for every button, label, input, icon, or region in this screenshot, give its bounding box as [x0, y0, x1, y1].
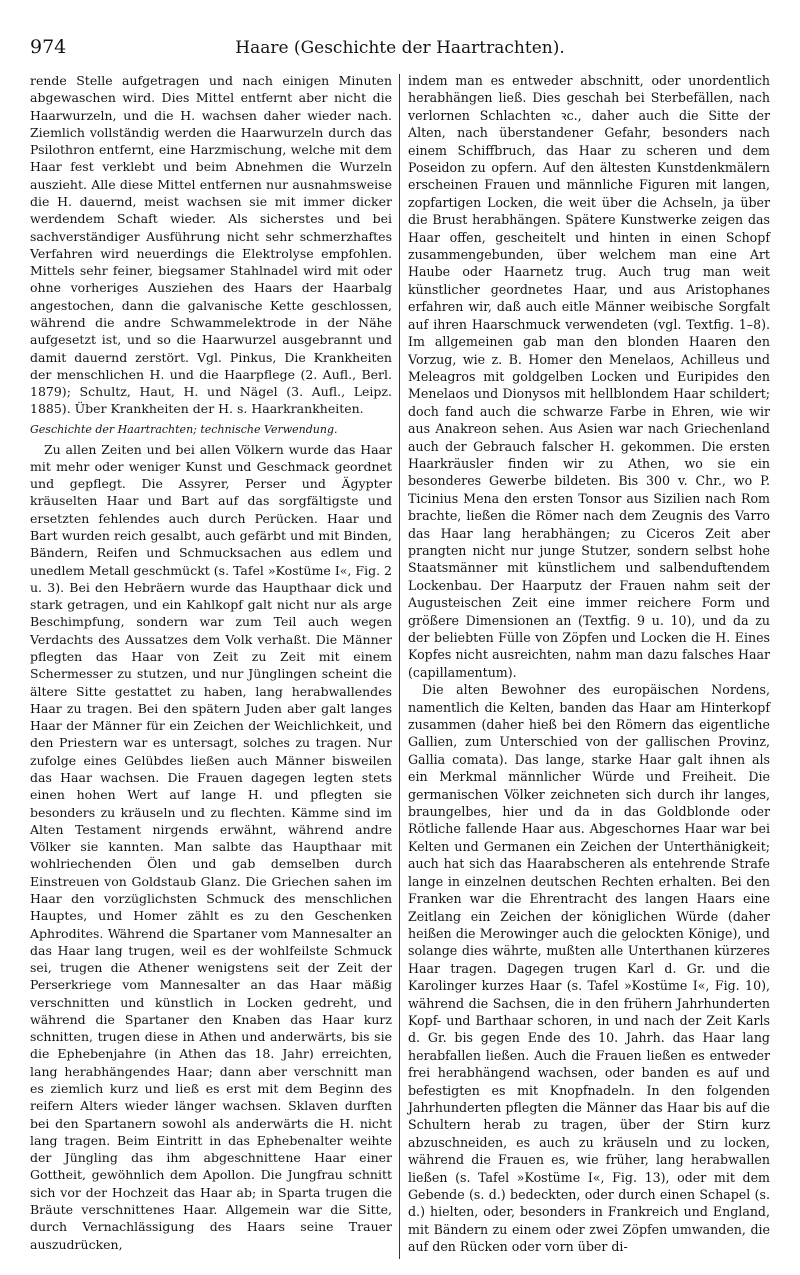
page-number: 974	[30, 36, 67, 58]
paragraph-depilation: rende Stelle aufgetragen und nach einigen Minuten abgewaschen wird. Dies Mittel entfernt aber nicht die Haarwurzeln, und die H. wachsen daher wieder nach. Ziemlich vollständig werden die Haarwurzeln durch das Psilothron entfernt, eine Harzmischung, welche mit dem Haar fest verklebt und beim Abnehmen die Wurzeln auszieht. Alle diese Mittel entfernen nur ausnahmsweise die H. dauernd, meist wachsen sie mit immer dicker werdendem Schaft wieder. Als sicherstes und bei sachverständiger Ausführung nicht sehr schmerzhaftes Verfahren wird neuerdings die Elektrolyse empfohlen. Mittels sehr feiner, biegsamer Stahlnadel wird mit oder ohne vorheriges Ausziehen des Haars der Haarbalg angestochen, dann die galvanische Kette geschlossen, während die andre Schwammelektrode in der Nähe aufgesetzt ist, und so die Haarwurzel ausgebrannt und damit dauernd zerstört. Vgl. Pinkus, Die Krankheiten der menschlichen H. und die Haarpflege (2. Aufl., Berl. 1879); Schultz, Haut, H. und Nägel (3. Aufl., Leipz. 1885). Über Krankheiten der H. s. Haarkrankheiten.	[30, 73, 392, 417]
page-header	[30, 36, 770, 70]
section-subheading: Geschichte der Haartrachten; technische Verwendung.	[30, 422, 338, 436]
paragraph-northern-europe: Die alten Bewohner des europäischen Nordens, namentlich die Kelten, banden das Haar am Hinterkopf zusammen (daher hieß bei den Römern das eigentliche Gallien, zum Unterschied von der gallischen Provinz, Gallia comata). Das lange, starke Haar galt ihnen als ein Merkmal männlicher Würde und Freiheit. Die germanischen Völker zeichneten sich durch ihr langes, braungelbes, hier und da in das Goldblonde oder Rötliche fallende Haar aus. Abgeschornes Haar war bei Kelten und Germanen ein Zeichen der Unterthänigkeit; auch hat sich das Haarabscheren als entehrende Strafe lange in einzelnen deutschen Rechten erhalten. Bei den Franken war die Ehrentracht des langen Haars eine Zeitlang ein Zeichen der königlichen Würde (daher heißen die Merowinger auch die gelockten Könige), und solange dies währte, mußten alle Unterthanen kürzeres Haar tragen. Dagegen trugen Karl d. Gr. und die Karolinger kurzes Haar (s. Tafel »Kostüme I«, Fig. 10), während die Sachsen, die in den frühern Jahrhunderten Kopf- und Barthaar schoren, in und nach der Zeit Karls d. Gr. bis gegen Ende des 10. Jahrh. das Haar lang herabfallen ließen. Auch die Frauen ließen es entweder frei herabhängend wachsen, oder banden es auf und befestigten es mit Knopfnadeln. In den folgenden Jahrhunderten pflegten die Männer das Haar bis auf die Schultern herab zu tragen, über der Stirn kurz abzuschneiden, es auch zu kräuseln und zu locken, während die Frauen es, wie früher, lang herabwallen ließen (s. Tafel »Kostüme I«, Fig. 13), oder mit dem Gebende (s. d.) bedeckten, oder durch einen Schapel (s. d.) hielten, oder, besonders in Frankreich und England, mit Bändern zu einem oder zwei Zöpfen umwanden, die auf den Rücken oder vorn über di-	[408, 682, 770, 1255]
right-column	[408, 72, 770, 1256]
column-divider	[399, 74, 400, 1259]
paragraph-history-ancient: Zu allen Zeiten und bei allen Völkern wurde das Haar mit mehr oder weniger Kunst und Geschmack geordnet und gepflegt. Die Assyrer, Perser und Ägypter kräuselten Haar und Bart auf das sorgfältigste und ersetzten fehlendes auch durch Perücken. Haar und Bart wurden reich gesalbt, auch gefärbt und mit Binden, Bändern, Reifen und Schmucksachen aus edlem und unedlem Metall geschmückt (s. Tafel »Kostüme I«, Fig. 2 u. 3). Bei den Hebräern wurde das Haupthaar dick und stark getragen, und ein Kahlkopf galt nicht nur als arge Beschimpfung, sondern war zum Teil auch wegen Verdachts des Aussatzes dem Volk verhaßt. Die Männer pflegten das Haar von Zeit zu Zeit mit einem Schermesser zu stutzen, und nur Jünglingen scheint die ältere Sitte gestattet zu haben, lang herabwallendes Haar zu tragen. Bei den spätern Juden aber galt langes Haar der Männer für ein Zeichen der Weichlichkeit, und den Priestern war es untersagt, solches zu tragen. Nur zufolge eines Gelübdes ließen auch Männer bisweilen das Haar wachsen. Die Frauen dagegen legten stets einen hohen Wert auf lange H. und pflegten sie besonders zu kräuseln und zu flechten. Kämme sind im Alten Testament nirgends erwähnt, während andre Völker sie kannten. Man salbte das Haupthaar mit wohlriechenden Ölen und gab demselben durch Einstreuen von Goldstaub Glanz. Die Griechen sahen im Haar den vorzüglichsten Schmuck des menschlichen Hauptes, und Homer zählt es zu den Geschenken Aphrodites. Während die Spartaner vom Mannesalter an das Haar lang trugen, weil es der wohlfeilste Schmuck sei, trugen die Athener wenigstens seit der Zeit der Perserkriege vom Mannesalter an das Haar mäßig verschnitten und künstlich in Locken gedreht, und während die Spartaner den Knaben das Haar kurz schnitten, trugen diese in Athen und anderwärts, bis sie die Ephebenjahre (in Athen das 18. Jahr) erreichten, lang herabhängendes Haar; dann aber verschnitt man es ziemlich kurz und ließ es erst mit dem Beginn des reifern Alters wieder länger wachsen. Sklaven durften bei den Spartanern sowohl als anderwärts die H. nicht lang tragen. Beim Eintritt in das Ephebenalter weihte der Jüngling das ihm abgeschnittene Haar einer Gottheit, gewöhnlich dem Apollon. Die Jungfrau schnitt sich vor der Hochzeit das Haar ab; in Sparta trugen die Bräute verschnittenes Haar. Allgemein war die Sitte, durch Vernachlässigung des Haars seine Trauer auszudrücken,	[30, 441, 392, 1252]
running-title: Haare (Geschichte der Haartrachten).	[235, 38, 565, 58]
left-column	[30, 72, 392, 1253]
paragraph-greeks-romans: indem man es entweder abschnitt, oder unordentlich herabhängen ließ. Dies geschah bei Sterbefällen, nach verlornen Schlachten ꝛc., daher auch die Sitte der Alten, nach überstandener Gefahr, besonders nach einem Schiffbruch, das Haar zu scheren und dem Poseidon zu opfern. Auf den ältesten Kunstdenkmälern erscheinen Frauen und männliche Figuren mit langen, zopfartigen Locken, die weit über die Achseln, ja über die Brust herabhängen. Spätere Kunstwerke zeigen das Haar offen, gescheitelt und hinten in einen Schopf zusammengebunden, über welchem man eine Art Haube oder Haarnetz trug. Auch trug man weit künstlicher geordnetes Haar, und aus Aristophanes erfahren wir, daß auch eitle Männer weibische Sorgfalt auf ihren Haarschmuck verwendeten (vgl. Textfig. 1–8). Im allgemeinen gab man den blonden Haaren den Vorzug, wie z. B. Homer den Menelaos, Achilleus und Meleagros mit goldgelben Locken und Euripides den Menelaos und Dionysos mit hellblondem Haar schildert; doch fand auch die schwarze Farbe in Ehren, wie wir aus Anakreon sehen. Aus Asien war nach Griechenland auch der Gebrauch falscher H. gekommen. Die ersten Haarkräusler finden wir zu Athen, wo sie ein besonderes Gewerbe bildeten. Bis 300 v. Chr., wo P. Ticinius Mena den ersten Tonsor aus Sizilien nach Rom brachte, ließen die Römer nach dem Zeugnis des Varro das Haar lang herabhängen; zu Ciceros Zeit aber prangten nicht nur junge Stutzer, sondern selbst hohe Staatsmänner mit künstlichem und salbenduftendem Lockenbau. Der Haarputz der Frauen nahm seit der Augusteischen Zeit eine immer reichere Form und größere Dimensionen an (Textfig. 9 u. 10), und da zu der beliebten Fülle von Zöpfen und Locken die H. Eines Kopfes nicht ausreichten, nahm man dazu falsches Haar (capillamentum).	[408, 73, 770, 680]
